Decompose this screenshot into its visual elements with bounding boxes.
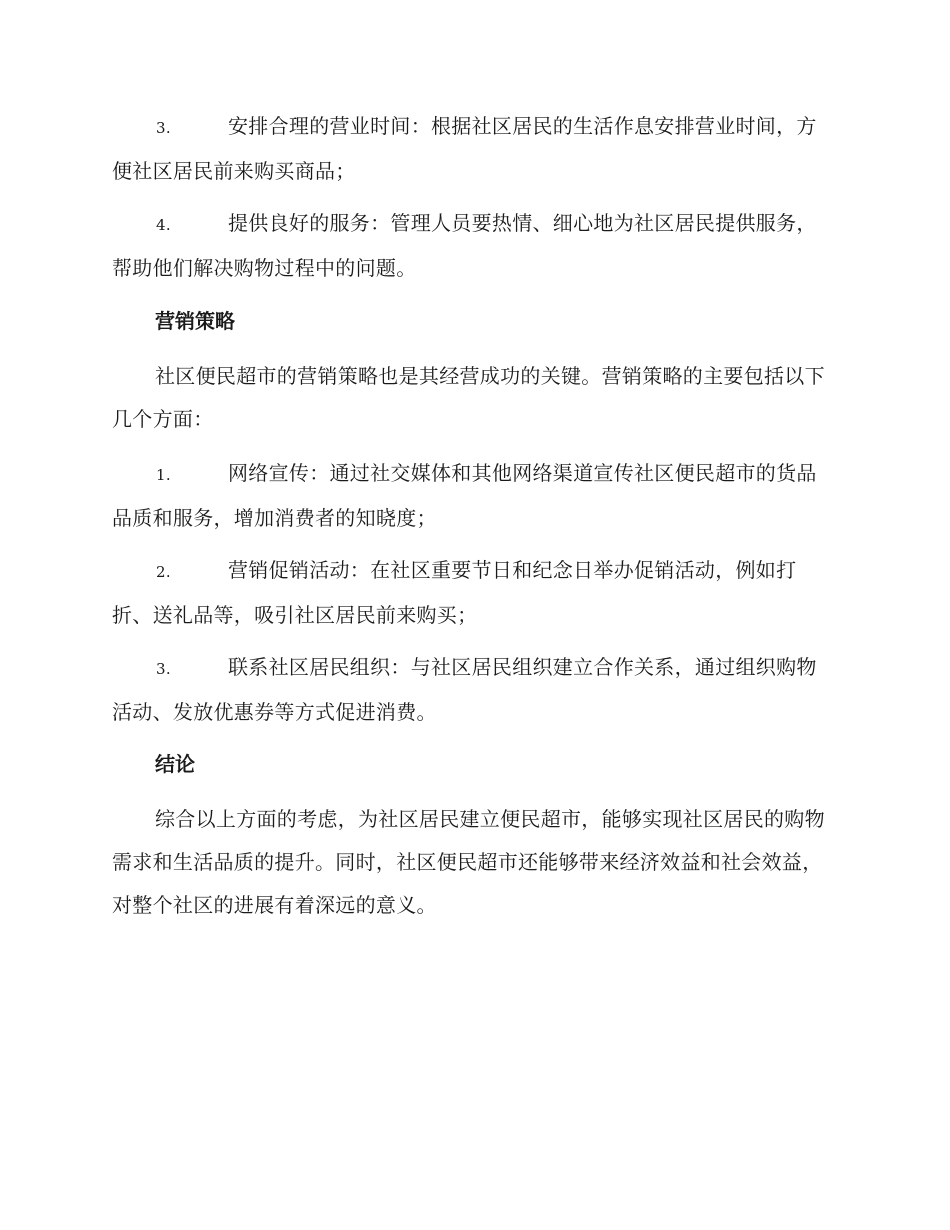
list-item-number: 2. [156, 563, 171, 581]
list-item-text: 营销促销活动：在社区重要节日和纪念日举办促销活动，例如打折、送礼品等，吸引社区居民前来购买； [112, 558, 797, 627]
list-item-text: 网络宣传：通过社交媒体和其他网络渠道宣传社区便民超市的货品品质和服务，增加消费者的知晓度； [112, 461, 817, 530]
list-item-number: 3. [156, 119, 171, 137]
section-heading-conclusion: 结论 [155, 752, 195, 776]
list-item [112, 105, 834, 193]
list-item-text: 安排合理的营业时间：根据社区居民的生活作息安排营业时间，方便社区居民前来购买商品； [112, 114, 817, 183]
list-item-number: 4. [156, 216, 171, 234]
conclusion-paragraph: 综合以上方面的考虑，为社区居民建立便民超市，能够实现社区居民的购物需求和生活品质的提升。同时，社区便民超市还能够带来经济效益和社会效益，对整个社区的进展有着深远的意义。 [112, 807, 825, 917]
list-item [112, 549, 834, 637]
list-item-text: 联系社区居民组织：与社区居民组织建立合作关系，通过组织购物活动、发放优惠券等方式促进消费。 [112, 655, 817, 724]
list-item-number: 3. [156, 660, 171, 678]
list-item-text: 提供良好的服务：管理人员要热情、细心地为社区居民提供服务，帮助他们解决购物过程中的问题。 [112, 211, 817, 280]
section-heading-marketing: 营销策略 [155, 309, 235, 333]
list-item [112, 452, 834, 540]
marketing-intro-paragraph: 社区便民超市的营销策略也是其经营成功的关键。营销策略的主要包括以下几个方面： [112, 364, 825, 431]
list-item [112, 646, 834, 734]
list-item [112, 202, 834, 290]
list-item-number: 1. [156, 466, 171, 484]
